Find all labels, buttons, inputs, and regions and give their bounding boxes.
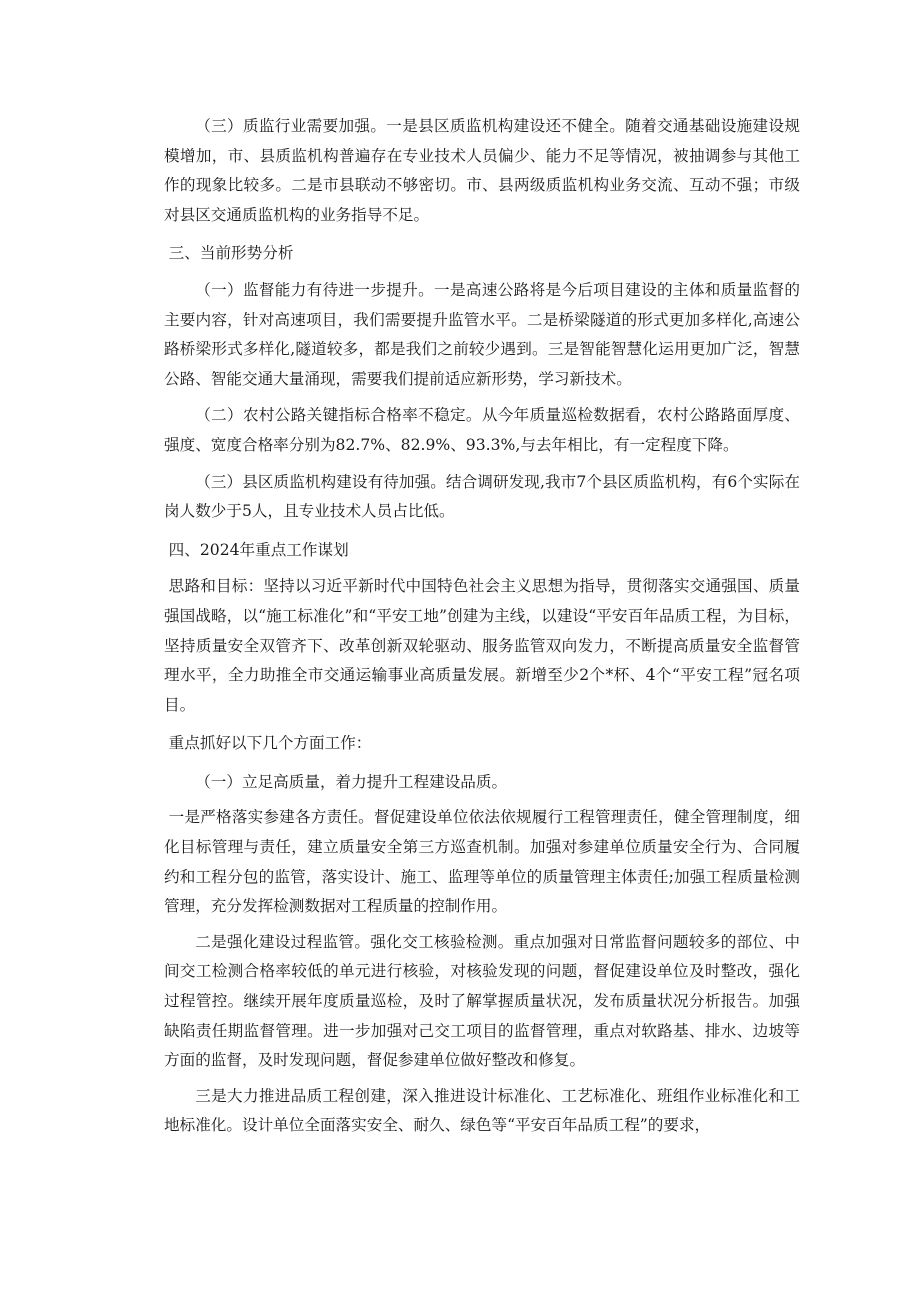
paragraph-process-supervision: 二是强化建设过程监管。强化交工核验检测。重点加强对日常监督问题较多的部位、中间交工检测合格率较低的单元进行核验，对核验发现的问题，督促建设单位及时整改，强化过程管控。继续开展年度质量巡检，及时了解掌握质量状况，发布质量状况分析报告。加强缺陷责任期监督管理。进一步加强对己交工项目的监督管理，重点对软路基、排水、边坡等方面的监督，及时发现问题，督促参建单位做好整改和修复。	[164, 932, 800, 1070]
section-heading-2024-plan: 四、2024年重点工作谋划	[168, 540, 349, 559]
paragraph-county-agencies: （三）县区质监机构建设有待加强。结合调研发现,我市7个县区质监机构，有6个实际在岗人数少于5人，且专业技术人员占比低。	[164, 472, 800, 521]
paragraph-supervision-capacity: （一）监督能力有待进一步提升。一是高速公路将是今后项目建设的主体和质量监督的主要内容，针对高速项目，我们需要提升监管水平。二是桥梁隧道的形式更加多样化,高速公路桥梁形式多样化,隧道较多，都是我们之前较少遇到。三是智能智慧化运用更加广泛，智慧公路、智能交通大量涌现，需要我们提前适应新形势，学习新技术。	[164, 280, 800, 388]
document-page	[164, 112, 800, 1141]
paragraph-quality-industry: （三）质监行业需要加强。一是县区质监机构建设还不健全。随着交通基础设施建设规模增加，市、县质监机构普遍存在专业技术人员偏少、能力不足等情况，被抽调参与其他工作的现象比较多。二是市县联动不够密切。市、县两级质监机构业务交流、互动不强；市级对县区交通质监机构的业务指导不足。	[164, 117, 800, 224]
section-heading-situation: 三、当前形势分析	[168, 244, 294, 263]
paragraph-quality-project: 三是大力推进品质工程创建，深入推进设计标准化、工艺标准化、班组作业标准化和工地标准化。设计单位全面落实安全、耐久、绿色等“平安百年品质工程”的要求，	[164, 1086, 800, 1135]
paragraph-rural-road-pass-rate: （二）农村公路关键指标合格率不稳定。从今年质量巡检数据看，农村公路路面厚度、强度、宽度合格率分别为82.7%、82.9%、93.3%,与去年相比，有一定程度下降。	[164, 406, 800, 454]
paragraph-key-work-intro: 重点抓好以下几个方面工作：	[168, 734, 372, 753]
paragraph-responsibilities: 一是严格落实参建各方责任。督促建设单位依法依规履行工程管理责任，健全管理制度，细化目标管理与责任，建立质量安全第三方巡查机制。加强对参建单位质量安全行为、合同履约和工程分包的监管，落实设计、施工、监理等单位的质量管理主体责任;加强工程质量检测管理，充分发挥检测数据对工程质量的控制作用。	[164, 808, 800, 916]
paragraph-ideas-and-goals: 思路和目标：坚持以习近平新时代中国特色社会主义思想为指导，贯彻落实交通强国、质量强国战略，以“施工标准化”和“平安工地”创建为主线，以建设“平安百年品质工程，为目标，坚持质量安全双管齐下、改革创新双轮驱动、服务监管双向发力，不断提高质量安全监督管理水平，全力助推全市交通运输事业高质量发展。新增至少2个*杯、4个“平安工程”冠名项目。	[164, 577, 800, 714]
subheading-high-quality: （一）立足高质量，着力提升工程建设品质。	[195, 772, 508, 791]
